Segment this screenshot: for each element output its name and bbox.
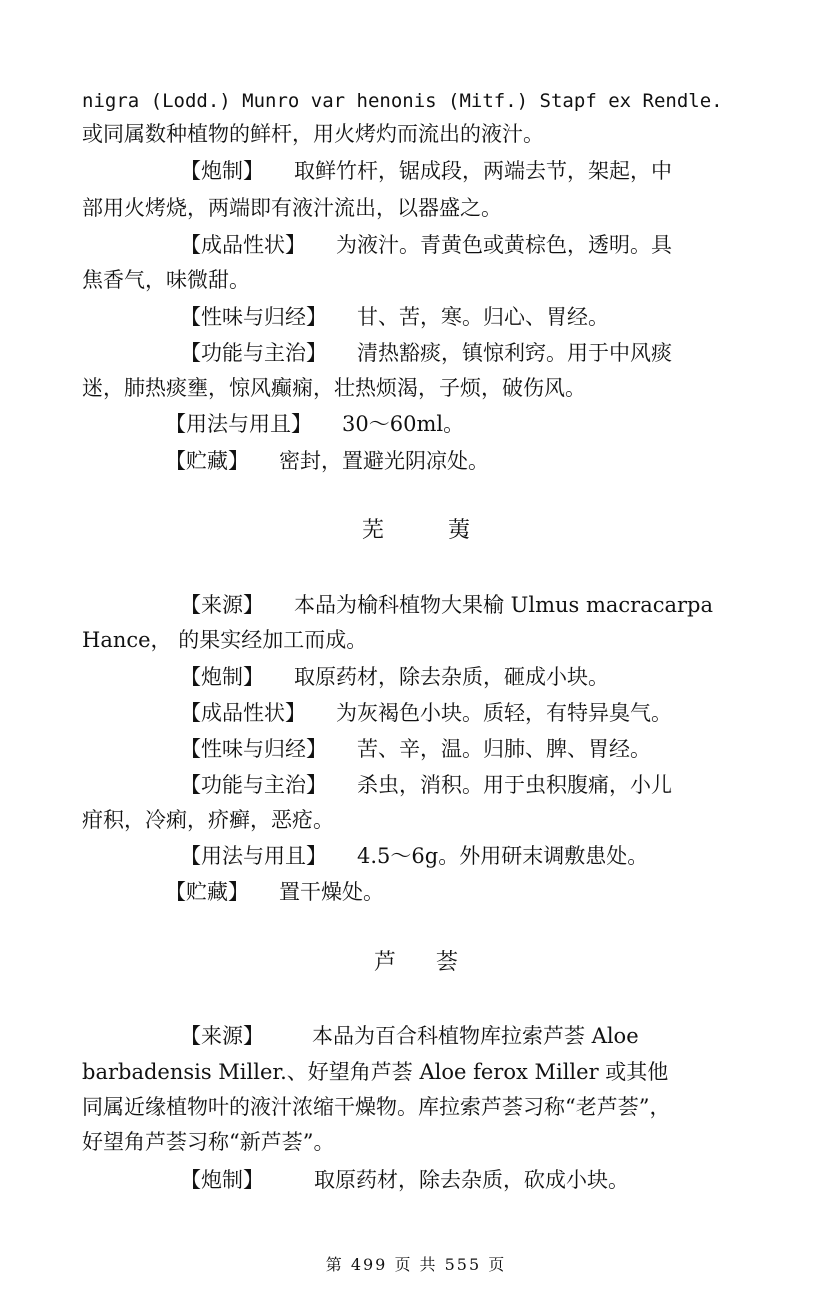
paozhi-tag: 【炮制】 bbox=[180, 1168, 264, 1192]
yongfa-text: 30～60ml。 bbox=[342, 412, 465, 436]
wuyi-xingwei-line bbox=[180, 734, 651, 764]
wuyi-laiyuan-line bbox=[180, 590, 713, 620]
zhuli-yongfa-line bbox=[165, 409, 464, 439]
zhucang-text: 置干燥处。 bbox=[279, 880, 384, 904]
section-title-luhui bbox=[0, 948, 832, 978]
xingzhuang-text: 为液汁。青黄色或黄棕色，透明。具 bbox=[336, 233, 672, 257]
paozhi-tag: 【炮制】 bbox=[180, 159, 264, 183]
xingzhuang-text: 为灰褐色小块。质轻，有特异臭气。 bbox=[336, 701, 672, 725]
laiyuan-tag: 【来源】 bbox=[180, 593, 264, 617]
yongfa-text: 4.5～6g。外用研末调敷患处。 bbox=[357, 844, 649, 868]
gongneng-text: 清热豁痰，镇惊利窍。用于中风痰 bbox=[357, 341, 672, 365]
title-char: 荑 bbox=[448, 518, 471, 543]
zhuli-xingzhuang-cont: 焦香气，味微甜。 bbox=[82, 268, 250, 292]
paozhi-text: 取鲜竹杆，锯成段，两端去节，架起，中 bbox=[294, 159, 672, 183]
xingzhuang-tag: 【成品性状】 bbox=[180, 233, 306, 257]
gongneng-tag: 【功能与主治】 bbox=[180, 773, 327, 797]
laiyuan-tag: 【来源】 bbox=[180, 1024, 264, 1048]
title-char: 芦 bbox=[373, 950, 436, 975]
luhui-paozhi-line bbox=[180, 1165, 629, 1195]
xingwei-tag: 【性味与归经】 bbox=[180, 305, 327, 329]
yongfa-tag: 【用法与用且】 bbox=[180, 844, 327, 868]
section-title-wuyi bbox=[0, 516, 832, 546]
xingwei-text: 苦、辛，温。归肺、脾、胃经。 bbox=[357, 737, 651, 761]
gongneng-tag: 【功能与主治】 bbox=[180, 341, 327, 365]
zhuli-gongneng-cont: 迷，肺热痰壅，惊风癫痫，壮热烦渴，子烦，破伤风。 bbox=[82, 376, 586, 400]
luhui-laiyuan-cont1: barbadensis Miller.、好望角芦荟 Aloe ferox Miller 或其他 bbox=[82, 1060, 669, 1084]
title-char: 荟 bbox=[436, 950, 459, 975]
zhucang-text: 密封，置避光阴凉处。 bbox=[279, 449, 489, 473]
zhucang-tag: 【贮藏】 bbox=[165, 449, 249, 473]
luhui-laiyuan-line bbox=[180, 1021, 639, 1051]
paozhi-tag: 【炮制】 bbox=[180, 665, 264, 689]
zhuli-gongneng-line bbox=[180, 338, 672, 368]
xingwei-text: 甘、苦，寒。归心、胃经。 bbox=[357, 305, 609, 329]
wuyi-zhucang-line bbox=[165, 877, 384, 907]
xingzhuang-tag: 【成品性状】 bbox=[180, 701, 306, 725]
zhuli-xingzhuang-line bbox=[180, 230, 672, 260]
title-char: 芜 bbox=[361, 518, 448, 543]
luhui-laiyuan-cont3: 好望角芦荟习称“新芦荟”。 bbox=[82, 1130, 335, 1154]
wuyi-laiyuan-cont: Hance， 的果实经加工而成。 bbox=[82, 628, 368, 652]
wuyi-yongfa-line bbox=[180, 841, 648, 871]
zhuli-xingwei-line bbox=[180, 302, 609, 332]
gongneng-text: 杀虫，消积。用于虫积腹痛，小儿 bbox=[357, 773, 672, 797]
wuyi-paozhi-line bbox=[180, 662, 609, 692]
laiyuan-text: 本品为榆科植物大果榆 Ulmus macracarpa bbox=[294, 593, 714, 617]
zhuli-zhucang-line bbox=[165, 446, 489, 476]
yongfa-tag: 【用法与用且】 bbox=[165, 412, 312, 436]
luhui-laiyuan-cont2: 同属近缘植物叶的液汁浓缩干燥物。库拉索芦荟习称“老芦荟”， bbox=[82, 1095, 671, 1119]
wuyi-xingzhuang-line bbox=[180, 698, 672, 728]
paozhi-text: 取原药材，除去杂质，砸成小块。 bbox=[294, 665, 609, 689]
page-number-footer: 第 499 页 共 555 页 bbox=[325, 1255, 507, 1274]
intro-text-line: 或同属数种植物的鲜杆，用火烤灼而流出的液汁。 bbox=[82, 122, 544, 146]
zhuli-paozhi-line bbox=[180, 156, 672, 186]
intro-latin-line: nigra (Lodd.) Munro var henonis (Mitf.) Stapf ex Rendle. bbox=[82, 90, 723, 112]
zhucang-tag: 【贮藏】 bbox=[165, 880, 249, 904]
wuyi-gongneng-cont: 疳积，冷痢，疥癣，恶疮。 bbox=[82, 808, 334, 832]
laiyuan-text: 本品为百合科植物库拉索芦荟 Aloe bbox=[312, 1024, 639, 1048]
wuyi-gongneng-line bbox=[180, 770, 672, 800]
xingwei-tag: 【性味与归经】 bbox=[180, 737, 327, 761]
paozhi-text: 取原药材，除去杂质，砍成小块。 bbox=[314, 1168, 629, 1192]
zhuli-paozhi-cont: 部用火烤烧，两端即有液汁流出，以器盛之。 bbox=[82, 196, 502, 220]
